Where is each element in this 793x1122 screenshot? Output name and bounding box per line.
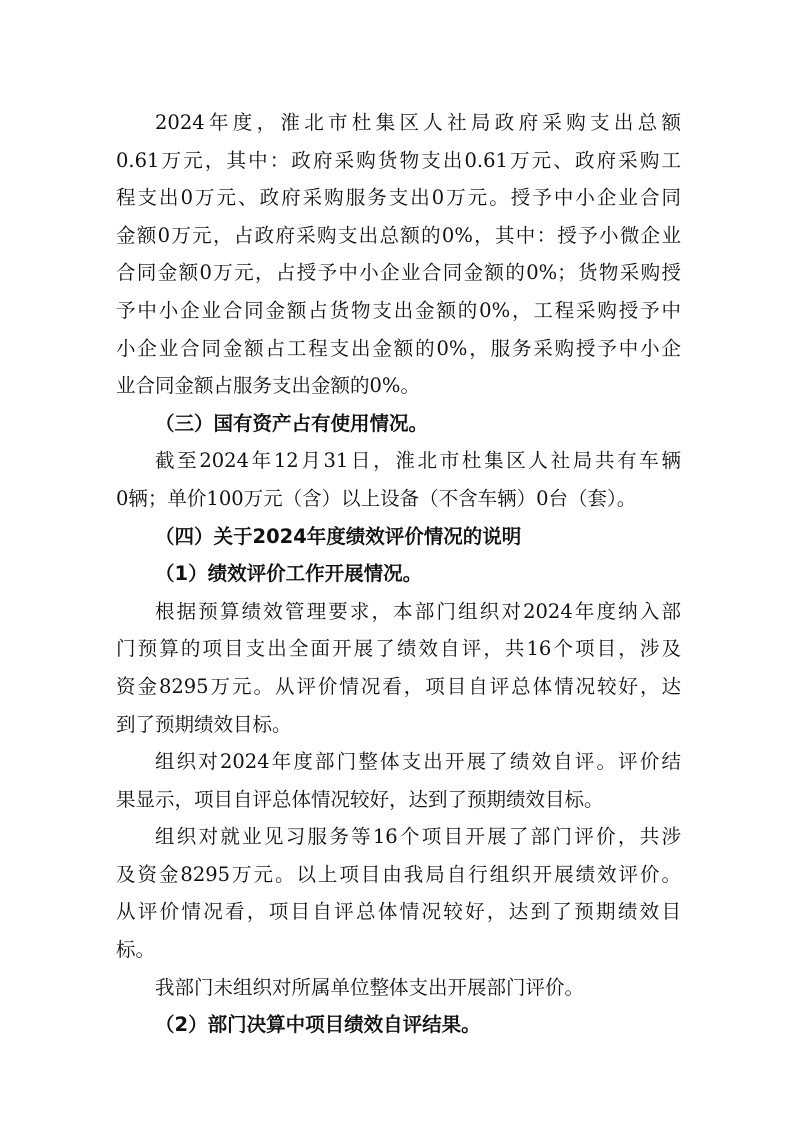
paragraph-line: 及资金8295万元。以上项目由我局自行组织开展绩效评价。	[116, 862, 681, 886]
paragraph-line: 资金8295万元。从评价情况看，项目自评总体情况较好，达	[116, 674, 681, 698]
paragraph-line: 标。	[116, 938, 156, 962]
paragraph-line: 我部门未组织对所属单位整体支出开展部门评价。	[155, 975, 585, 999]
paragraph-line: 门预算的项目支出全面开展了绩效自评，共16个项目，涉及	[116, 637, 681, 661]
paragraph-line: 到了预期绩效目标。	[116, 712, 292, 736]
section-heading-line: （2）部门决算中项目绩效自评结果。	[155, 1013, 481, 1037]
paragraph-line: 2024年度，淮北市杜集区人社局政府采购支出总额	[155, 111, 681, 134]
paragraph-line: 果显示，项目自评总体情况较好，达到了预期绩效目标。	[116, 787, 604, 811]
paragraph-line: 合同金额0万元，占授予中小企业合同金额的0%；货物采购授	[116, 261, 681, 285]
document-body	[116, 104, 681, 1044]
paragraph-line: 0辆；单价100万元（含）以上设备（不含车辆）0台（套）。	[116, 486, 637, 510]
section-heading-line: （四）关于2024年度绩效评价情况的说明	[155, 524, 522, 548]
paragraph-line: 小企业合同金额占工程支出金额的0%，服务采购授予中小企	[116, 336, 681, 360]
paragraph-line: 截至2024年12月31日，淮北市杜集区人社局共有车辆	[155, 449, 681, 473]
paragraph-line: 从评价情况看，项目自评总体情况较好，达到了预期绩效目	[116, 900, 681, 924]
paragraph-line: 组织对2024年度部门整体支出开展了绩效自评。评价结	[155, 750, 681, 774]
paragraph-line: 根据预算绩效管理要求，本部门组织对2024年度纳入部	[155, 599, 681, 623]
paragraph-line: 程支出0万元、政府采购服务支出0万元。授予中小企业合同	[116, 186, 681, 210]
paragraph-line: 金额0万元，占政府采购支出总额的0%，其中：授予小微企业	[116, 223, 681, 247]
paragraph-line: 业合同金额占服务支出金额的0%。	[116, 374, 420, 398]
paragraph-line: 组织对就业见习服务等16个项目开展了部门评价，共涉	[155, 825, 681, 849]
section-heading-line: （三）国有资产占有使用情况。	[155, 411, 429, 435]
paragraph-line: 予中小企业合同金额占货物支出金额的0%，工程采购授予中	[116, 298, 681, 322]
paragraph-line: 0.61万元，其中：政府采购货物支出0.61万元、政府采购工	[116, 148, 681, 172]
section-heading-line: （1）绩效评价工作开展情况。	[155, 562, 423, 586]
